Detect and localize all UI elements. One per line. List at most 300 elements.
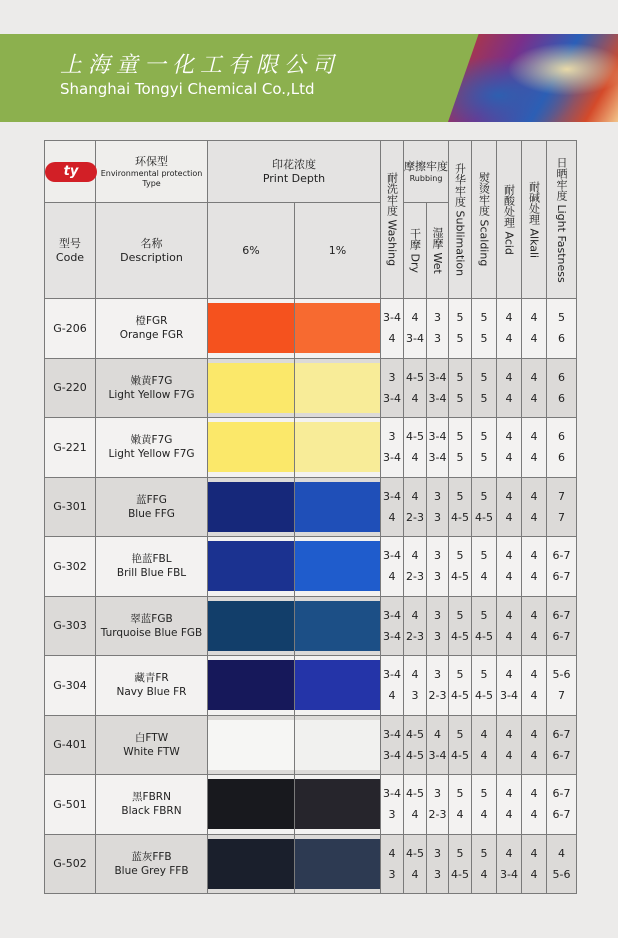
product-description (96, 775, 208, 835)
scalding-label: 熨烫牢度 Scalding (477, 172, 491, 267)
eco-type-en: Environmental protection Type (100, 168, 203, 188)
washing-rating-6: 3-4 (383, 668, 401, 682)
acid-rating-6: 4 (505, 846, 513, 860)
alkali-rating-6: 4 (530, 787, 538, 801)
table-row (45, 656, 577, 716)
swatch-6-cell (208, 299, 295, 359)
washing-rating-6: 3-4 (383, 787, 401, 801)
washing-rating-1: 3-4 (383, 451, 401, 465)
scald-rating (472, 477, 497, 537)
light-rating (547, 358, 577, 418)
color-swatch-6 (208, 541, 294, 591)
washing-rating-6: 4 (388, 846, 396, 860)
wet-rating-1: 3 (434, 570, 441, 584)
product-name-en: Blue Grey FFB (114, 864, 189, 877)
washing-rating (381, 537, 404, 597)
alkali-rating-6: 4 (530, 430, 538, 444)
scald-rating-1: 4 (480, 570, 488, 584)
wet-rating-1: 2-3 (428, 689, 447, 703)
print-depth-en: Print Depth (262, 171, 326, 185)
dry-rating-6: 4-5 (406, 787, 424, 801)
swatch-6-cell (208, 537, 295, 597)
dry-rating-6: 4 (411, 489, 419, 503)
wet-rating-1: 2-3 (428, 808, 447, 822)
dry-rating (404, 537, 427, 597)
logo-cell (45, 141, 96, 203)
light-rating-6: 7 (558, 489, 565, 503)
swatch-1-cell (295, 537, 381, 597)
color-swatch-1 (295, 422, 380, 472)
scald-rating (472, 656, 497, 716)
alkali-rating-6: 4 (530, 489, 538, 503)
scald-rating-1: 5 (480, 391, 488, 405)
alkali-rating-6: 4 (530, 846, 538, 860)
product-description (96, 834, 208, 894)
acid-rating-6: 4 (505, 608, 513, 622)
wet-rating (427, 477, 449, 537)
product-name-en: Turquoise Blue FGB (100, 626, 203, 639)
product-code: G-220 (45, 358, 96, 418)
table-row (45, 477, 577, 537)
dry-rating-1: 2-3 (406, 570, 424, 584)
dry-rating-6: 4-5 (406, 370, 424, 384)
color-swatch-1 (295, 482, 380, 532)
sub-rating-1: 4-5 (451, 629, 469, 643)
alkali-rating (522, 358, 547, 418)
product-name-cn: 嫩黄F7G (130, 374, 173, 387)
light-rating (547, 775, 577, 835)
washing-rating (381, 656, 404, 716)
color-swatch-1 (295, 541, 380, 591)
sub-rating-1: 5 (456, 332, 464, 346)
wet-rating-6: 3 (434, 668, 441, 682)
acid-rating (497, 834, 522, 894)
acid-rating (497, 596, 522, 656)
product-description (96, 715, 208, 775)
washing-rating-1: 3-4 (383, 391, 401, 405)
acid-rating-1: 4 (505, 748, 513, 762)
acid-rating-1: 4 (505, 332, 513, 346)
product-rows (45, 299, 577, 894)
swatch-1-cell (295, 715, 381, 775)
alkali-rating-1: 4 (530, 391, 538, 405)
acid-rating (497, 358, 522, 418)
swatch-6-cell (208, 834, 295, 894)
light-rating-1: 6-7 (552, 748, 571, 762)
washing-label: 耐洗牢度 Washing (385, 172, 399, 267)
scald-rating-6: 5 (480, 370, 488, 384)
light-fastness-header (547, 141, 577, 299)
dry-rating (404, 418, 427, 478)
sub-rating-6: 5 (456, 846, 464, 860)
alkali-rating (522, 537, 547, 597)
dry-rating-6: 4 (411, 311, 419, 325)
dry-rating-1: 3 (411, 689, 419, 703)
light-rating-6: 6-7 (552, 727, 571, 741)
light-rating-1: 6 (558, 332, 565, 346)
table-row (45, 299, 577, 359)
wet-rating-1: 3-4 (428, 748, 447, 762)
scald-rating-6: 5 (480, 846, 488, 860)
sub-rating-6: 5 (456, 370, 464, 384)
company-name-cn: 上海童一化工有限公司 (60, 53, 341, 78)
dry-rating-6: 4 (411, 608, 419, 622)
dry-rating (404, 358, 427, 418)
color-swatch-1 (295, 303, 380, 353)
acid-rating-1: 4 (505, 570, 513, 584)
acid-rating-1: 4 (505, 629, 513, 643)
wet-rating-6: 3-4 (428, 430, 447, 444)
scald-rating (472, 596, 497, 656)
swatch-6-cell (208, 656, 295, 716)
product-name-cn: 橙FGR (135, 315, 168, 328)
swatch-1-cell (295, 477, 381, 537)
sub-rating-6: 5 (456, 549, 464, 563)
alkali-rating-1: 4 (530, 867, 538, 881)
washing-rating (381, 775, 404, 835)
table-row (45, 834, 577, 894)
dry-rating-1: 4 (411, 867, 419, 881)
product-name-en: White FTW (123, 745, 180, 758)
washing-rating-1: 4 (388, 332, 396, 346)
sub-rating-6: 5 (456, 727, 464, 741)
color-swatch-1 (295, 839, 380, 889)
wet-rating-1: 3 (434, 510, 441, 524)
wet-header (427, 203, 449, 299)
sublimation-header (449, 141, 472, 299)
scald-rating (472, 715, 497, 775)
color-swatch-6 (208, 303, 294, 353)
acid-rating-1: 4 (505, 510, 513, 524)
sub-rating (449, 477, 472, 537)
alkali-rating (522, 477, 547, 537)
acid-label: 耐酸处理 Acid (502, 184, 516, 255)
acid-rating-1: 4 (505, 391, 513, 405)
wet-label: 湿摩 Wet (431, 227, 444, 274)
sub-rating-1: 4-5 (451, 510, 469, 524)
scald-rating-6: 5 (480, 668, 488, 682)
scalding-header (472, 141, 497, 299)
company-name-en: Shanghai Tongyi Chemical Co.,Ltd (60, 80, 315, 98)
swatch-1-cell (295, 596, 381, 656)
color-swatch-1 (295, 779, 380, 829)
color-swatch-1 (295, 720, 380, 770)
wet-rating-6: 3 (434, 311, 441, 325)
washing-rating (381, 299, 404, 359)
alkali-rating-6: 4 (530, 370, 538, 384)
alkali-rating-1: 4 (530, 808, 538, 822)
dry-rating-6: 4-5 (406, 846, 424, 860)
wet-rating-6: 3 (434, 549, 441, 563)
light-rating (547, 596, 577, 656)
depth-6-header: 6% (208, 203, 295, 299)
acid-rating (497, 656, 522, 716)
product-name-cn: 黑FBRN (132, 791, 171, 804)
light-rating-1: 6-7 (552, 570, 571, 584)
product-name-cn: 藏青FR (134, 672, 169, 685)
washing-rating (381, 477, 404, 537)
scald-rating (472, 299, 497, 359)
product-name-en: Navy Blue FR (116, 686, 187, 699)
product-code: G-302 (45, 537, 96, 597)
scald-rating (472, 537, 497, 597)
sub-rating-1: 4 (456, 808, 464, 822)
swatch-1-cell (295, 656, 381, 716)
depth-1-header: 1% (295, 203, 381, 299)
scald-rating-6: 5 (480, 311, 488, 325)
alkali-rating (522, 834, 547, 894)
table-row (45, 596, 577, 656)
code-cn: 型号 (59, 236, 81, 250)
product-code: G-206 (45, 299, 96, 359)
banner-artwork (448, 34, 618, 122)
sub-rating-1: 4-5 (451, 689, 469, 703)
description-header (96, 203, 208, 299)
product-description (96, 656, 208, 716)
swatch-1-cell (295, 775, 381, 835)
scald-rating-6: 4 (480, 727, 488, 741)
alkali-rating-6: 4 (530, 727, 538, 741)
washing-rating-6: 3 (388, 370, 396, 384)
alkali-rating (522, 715, 547, 775)
alkali-rating (522, 596, 547, 656)
product-code: G-401 (45, 715, 96, 775)
product-name-cn: 蓝灰FFB (131, 850, 172, 863)
color-swatch-6 (208, 363, 294, 413)
rubbing-cn: 摩擦牢度 (404, 159, 448, 173)
light-rating-6: 6 (558, 430, 565, 444)
acid-rating (497, 418, 522, 478)
sub-rating-1: 4-5 (451, 748, 469, 762)
sub-rating-6: 5 (456, 668, 464, 682)
color-swatch-6 (208, 839, 294, 889)
dry-rating (404, 656, 427, 716)
product-name-cn: 艳蓝FBL (131, 553, 172, 566)
acid-rating-6: 4 (505, 430, 513, 444)
wet-rating (427, 834, 449, 894)
wet-rating (427, 537, 449, 597)
acid-rating-6: 4 (505, 549, 513, 563)
acid-rating-6: 4 (505, 787, 513, 801)
description-cn: 名称 (140, 236, 163, 250)
alkali-rating (522, 299, 547, 359)
sub-rating (449, 656, 472, 716)
dry-rating-1: 4 (411, 391, 419, 405)
product-description (96, 299, 208, 359)
color-swatch-6 (208, 660, 294, 710)
washing-rating-6: 3-4 (383, 549, 401, 563)
code-en: Code (55, 250, 85, 264)
light-rating-1: 5-6 (552, 867, 571, 881)
wet-rating-1: 3-4 (428, 391, 447, 405)
light-rating (547, 477, 577, 537)
acid-rating-1: 3-4 (500, 689, 518, 703)
acid-rating (497, 715, 522, 775)
dry-rating-6: 4 (411, 668, 419, 682)
wet-rating-1: 3 (434, 867, 441, 881)
product-description (96, 418, 208, 478)
sub-rating (449, 715, 472, 775)
washing-rating-1: 3-4 (383, 629, 401, 643)
dry-rating-1: 4-5 (406, 748, 424, 762)
wet-rating-6: 3 (434, 787, 441, 801)
light-rating-6: 4 (558, 846, 565, 860)
dry-rating-6: 4-5 (406, 430, 424, 444)
sub-rating (449, 299, 472, 359)
wet-rating-6: 3-4 (428, 370, 447, 384)
washing-rating (381, 596, 404, 656)
product-name-cn: 翠蓝FGB (130, 612, 173, 625)
washing-rating (381, 834, 404, 894)
washing-rating-1: 4 (388, 570, 396, 584)
wet-rating-1: 3-4 (428, 451, 447, 465)
color-swatch-6 (208, 422, 294, 472)
light-rating-1: 7 (558, 689, 565, 703)
print-depth-cn: 印花浓度 (272, 157, 316, 171)
scald-rating-1: 4-5 (475, 689, 493, 703)
product-name-en: Light Yellow F7G (108, 448, 195, 461)
dry-rating (404, 477, 427, 537)
dry-rating (404, 834, 427, 894)
washing-rating-1: 3 (388, 867, 396, 881)
sub-rating (449, 418, 472, 478)
alkali-rating-1: 4 (530, 629, 538, 643)
washing-rating (381, 715, 404, 775)
sub-rating-1: 5 (456, 451, 464, 465)
product-code: G-301 (45, 477, 96, 537)
wet-rating (427, 299, 449, 359)
code-header (45, 203, 96, 299)
acid-rating-6: 4 (505, 370, 513, 384)
washing-rating-6: 3-4 (383, 311, 401, 325)
wet-rating-6: 3 (434, 608, 441, 622)
alkali-rating-1: 4 (530, 451, 538, 465)
swatch-6-cell (208, 358, 295, 418)
sub-rating (449, 775, 472, 835)
dry-rating (404, 715, 427, 775)
light-rating-6: 6-7 (552, 608, 571, 622)
product-name-cn: 蓝FFG (136, 493, 167, 506)
sub-rating-6: 5 (456, 430, 464, 444)
light-rating-6: 6 (558, 370, 565, 384)
product-code: G-304 (45, 656, 96, 716)
wet-rating-6: 3 (434, 846, 441, 860)
dry-label: 干摩 Dry (408, 228, 422, 273)
swatch-1-cell (295, 418, 381, 478)
acid-header (497, 141, 522, 299)
swatch-1-cell (295, 834, 381, 894)
alkali-rating-1: 4 (530, 332, 538, 346)
scald-rating-1: 5 (480, 332, 488, 346)
acid-rating-1: 4 (505, 808, 513, 822)
color-swatch-1 (295, 363, 380, 413)
alkali-rating-6: 4 (530, 668, 538, 682)
washing-header (381, 141, 404, 299)
swatch-6-cell (208, 775, 295, 835)
scald-rating-6: 5 (480, 549, 488, 563)
light-rating (547, 537, 577, 597)
table-row (45, 358, 577, 418)
acid-rating (497, 477, 522, 537)
header-row-1 (45, 141, 577, 203)
wet-rating (427, 596, 449, 656)
sub-rating-1: 5 (456, 391, 464, 405)
acid-rating (497, 537, 522, 597)
swatch-6-cell (208, 596, 295, 656)
dry-rating (404, 596, 427, 656)
print-depth-header (208, 141, 381, 203)
alkali-label: 耐碱处理 Alkali (527, 180, 541, 259)
sub-rating-6: 5 (456, 608, 464, 622)
dry-rating-1: 2-3 (406, 510, 424, 524)
swatch-6-cell (208, 477, 295, 537)
acid-rating (497, 775, 522, 835)
product-name-cn: 白FTW (134, 731, 169, 744)
wet-rating (427, 358, 449, 418)
alkali-rating-6: 4 (530, 311, 538, 325)
light-rating (547, 715, 577, 775)
acid-rating-6: 4 (505, 668, 513, 682)
sublimation-label: 升华牢度 Sublimation (453, 162, 467, 277)
product-description (96, 358, 208, 418)
color-swatch-6 (208, 482, 294, 532)
washing-rating-6: 3-4 (383, 608, 401, 622)
dry-rating (404, 299, 427, 359)
alkali-rating (522, 775, 547, 835)
color-swatch-6 (208, 720, 294, 770)
acid-rating-1: 3-4 (500, 867, 518, 881)
alkali-rating-6: 4 (530, 608, 538, 622)
light-rating-6: 5-6 (552, 668, 571, 682)
scald-rating (472, 358, 497, 418)
light-rating-1: 6 (558, 451, 565, 465)
washing-rating (381, 358, 404, 418)
sub-rating-1: 4-5 (451, 867, 469, 881)
product-code: G-221 (45, 418, 96, 478)
sub-rating (449, 358, 472, 418)
washing-rating-1: 4 (388, 510, 396, 524)
light-fastness-label: 日晒牢度 Light Fastness (555, 156, 568, 283)
dry-rating-1: 3-4 (406, 332, 424, 346)
swatch-6-cell (208, 715, 295, 775)
swatch-1-cell (295, 358, 381, 418)
scald-rating-1: 5 (480, 451, 488, 465)
sub-rating-1: 4-5 (451, 570, 469, 584)
light-rating-1: 7 (558, 510, 565, 524)
dry-rating-1: 4 (411, 808, 419, 822)
scald-rating-6: 5 (480, 489, 488, 503)
wet-rating-6: 4 (434, 727, 441, 741)
light-rating (547, 834, 577, 894)
table-row (45, 775, 577, 835)
wet-rating (427, 775, 449, 835)
washing-rating-6: 3-4 (383, 489, 401, 503)
light-rating-1: 6-7 (552, 808, 571, 822)
alkali-rating-1: 4 (530, 748, 538, 762)
light-rating-6: 5 (558, 311, 565, 325)
product-description (96, 537, 208, 597)
product-code: G-501 (45, 775, 96, 835)
description-en: Description (120, 250, 183, 264)
dry-rating (404, 775, 427, 835)
alkali-rating (522, 656, 547, 716)
washing-rating-6: 3 (388, 430, 396, 444)
scald-rating (472, 775, 497, 835)
light-rating (547, 656, 577, 716)
product-code: G-303 (45, 596, 96, 656)
acid-rating (497, 299, 522, 359)
acid-rating-6: 4 (505, 727, 513, 741)
